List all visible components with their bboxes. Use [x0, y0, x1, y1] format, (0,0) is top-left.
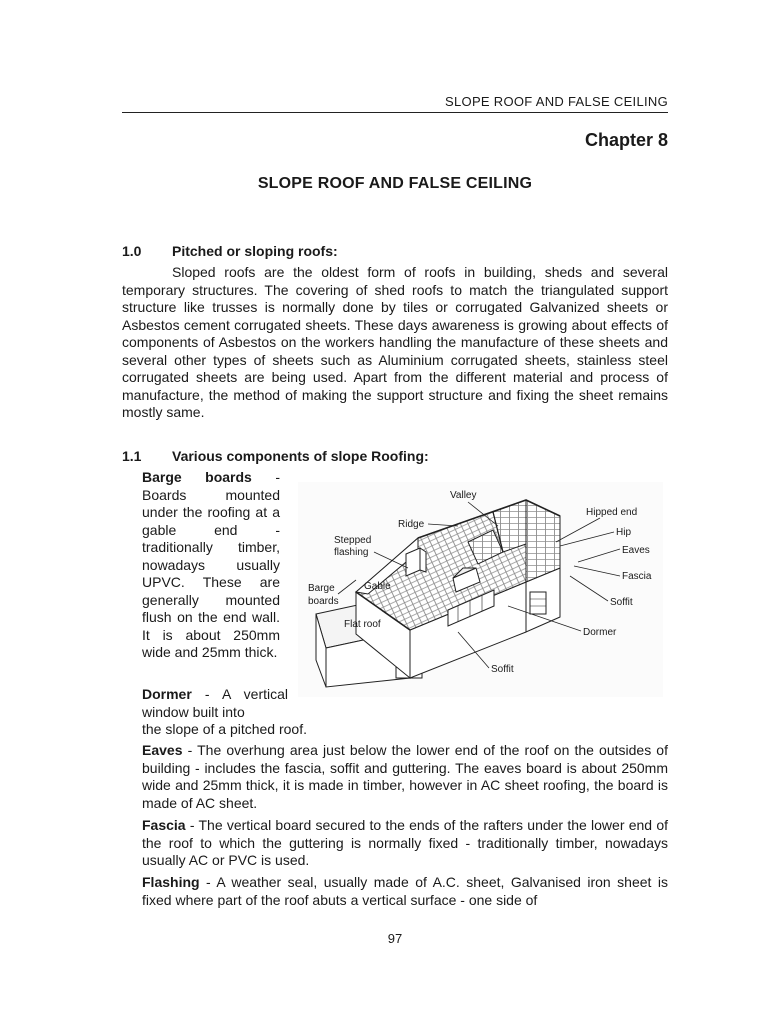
definition-fascia: [142, 817, 668, 870]
header-rule: [122, 112, 668, 113]
chapter-title: SLOPE ROOF AND FALSE CEILING: [257, 175, 533, 192]
definition-term: Barge boards: [142, 469, 252, 485]
definition-term: Fascia: [142, 817, 186, 833]
label-gable: Gable: [364, 581, 391, 592]
label-boards: boards: [308, 596, 339, 607]
label-stepped: Stepped: [334, 535, 372, 546]
definition-term: Dormer: [142, 686, 192, 702]
definition-flashing: [142, 874, 668, 909]
definition-term: Flashing: [142, 874, 200, 890]
section-title: Various components of slope Roofing:: [172, 448, 429, 464]
section-number: 1.1: [122, 448, 142, 464]
label-ridge: Ridge: [398, 519, 425, 530]
label-valley: Valley: [450, 490, 477, 501]
label-hip: Hip: [616, 527, 632, 538]
roof-components-figure: [298, 482, 663, 697]
running-header: SLOPE ROOF AND FALSE CEILING: [445, 94, 668, 109]
definition-text: - The vertical board secured to the ends of the rafters under the lower end of the roof to which the guttering is normally fixed - traditionally timber, nowadays usually AC or PVC is used.: [142, 817, 668, 868]
label-flat-roof: Flat roof: [344, 619, 381, 630]
section-heading-1-0: [122, 243, 338, 261]
section-number: 1.0: [122, 243, 142, 259]
label-flashing: flashing: [334, 547, 369, 558]
label-hipped-end: Hipped end: [586, 507, 638, 518]
label-soffit-bottom: Soffit: [491, 664, 514, 675]
definition-barge-boards: [142, 469, 280, 662]
page-number: 97: [387, 931, 403, 946]
label-fascia: Fascia: [622, 571, 652, 582]
section-heading-1-1: [122, 448, 429, 466]
label-soffit-right: Soffit: [610, 597, 633, 608]
definition-text: - The overhung area just below the lower end of the roof on the outsides of building - includes the fascia, soffit and guttering. The eaves board is about 250mm wide and 25mm thick, it is made in timber, however in AC sheet roofing, the board is made of AC sheet.: [142, 742, 668, 811]
definition-text: - A vertical window built into: [142, 686, 288, 720]
label-barge: Barge: [308, 583, 335, 594]
definition-text: - Boards mounted under the roofing at a gable end - traditionally timber, nowadays usually UPVC. These are generally mounted flush on the end wall. It is about 250mm wide and 25mm thick.: [142, 469, 280, 660]
label-dormer: Dormer: [583, 627, 617, 638]
definition-dormer: [142, 686, 288, 721]
chapter-label: Chapter 8: [584, 130, 668, 150]
definition-term: Eaves: [142, 742, 183, 758]
definition-text: - A weather seal, usually made of A.C. sheet, Galvanised iron sheet is fixed where part of the roof abuts a vertical surface - one side of: [142, 874, 668, 908]
label-eaves: Eaves: [622, 545, 650, 556]
definition-eaves: [142, 742, 668, 812]
definition-dormer-continuation: the slope of a pitched roof.: [142, 721, 307, 737]
section-body-1-0: Sloped roofs are the oldest form of roofs in building, sheds and several temporary structures. The covering of shed roofs to match the triangulated support structure like trusses is normally done by tiles or corrugated Galvanized sheets or Asbestos cement corrugated sheets. These days awareness is growing about effects of components of Asbestos on the workers handling the manufacture of these sheets and several other types of sheets such as Aluminium corrugated sheets, stainless steel corrugated sheets are being used. Apart from the different material and process of manufacture, the method of making the support structure and fixing the sheet remains mostly same.: [122, 264, 668, 420]
section-title: Pitched or sloping roofs:: [172, 243, 338, 259]
